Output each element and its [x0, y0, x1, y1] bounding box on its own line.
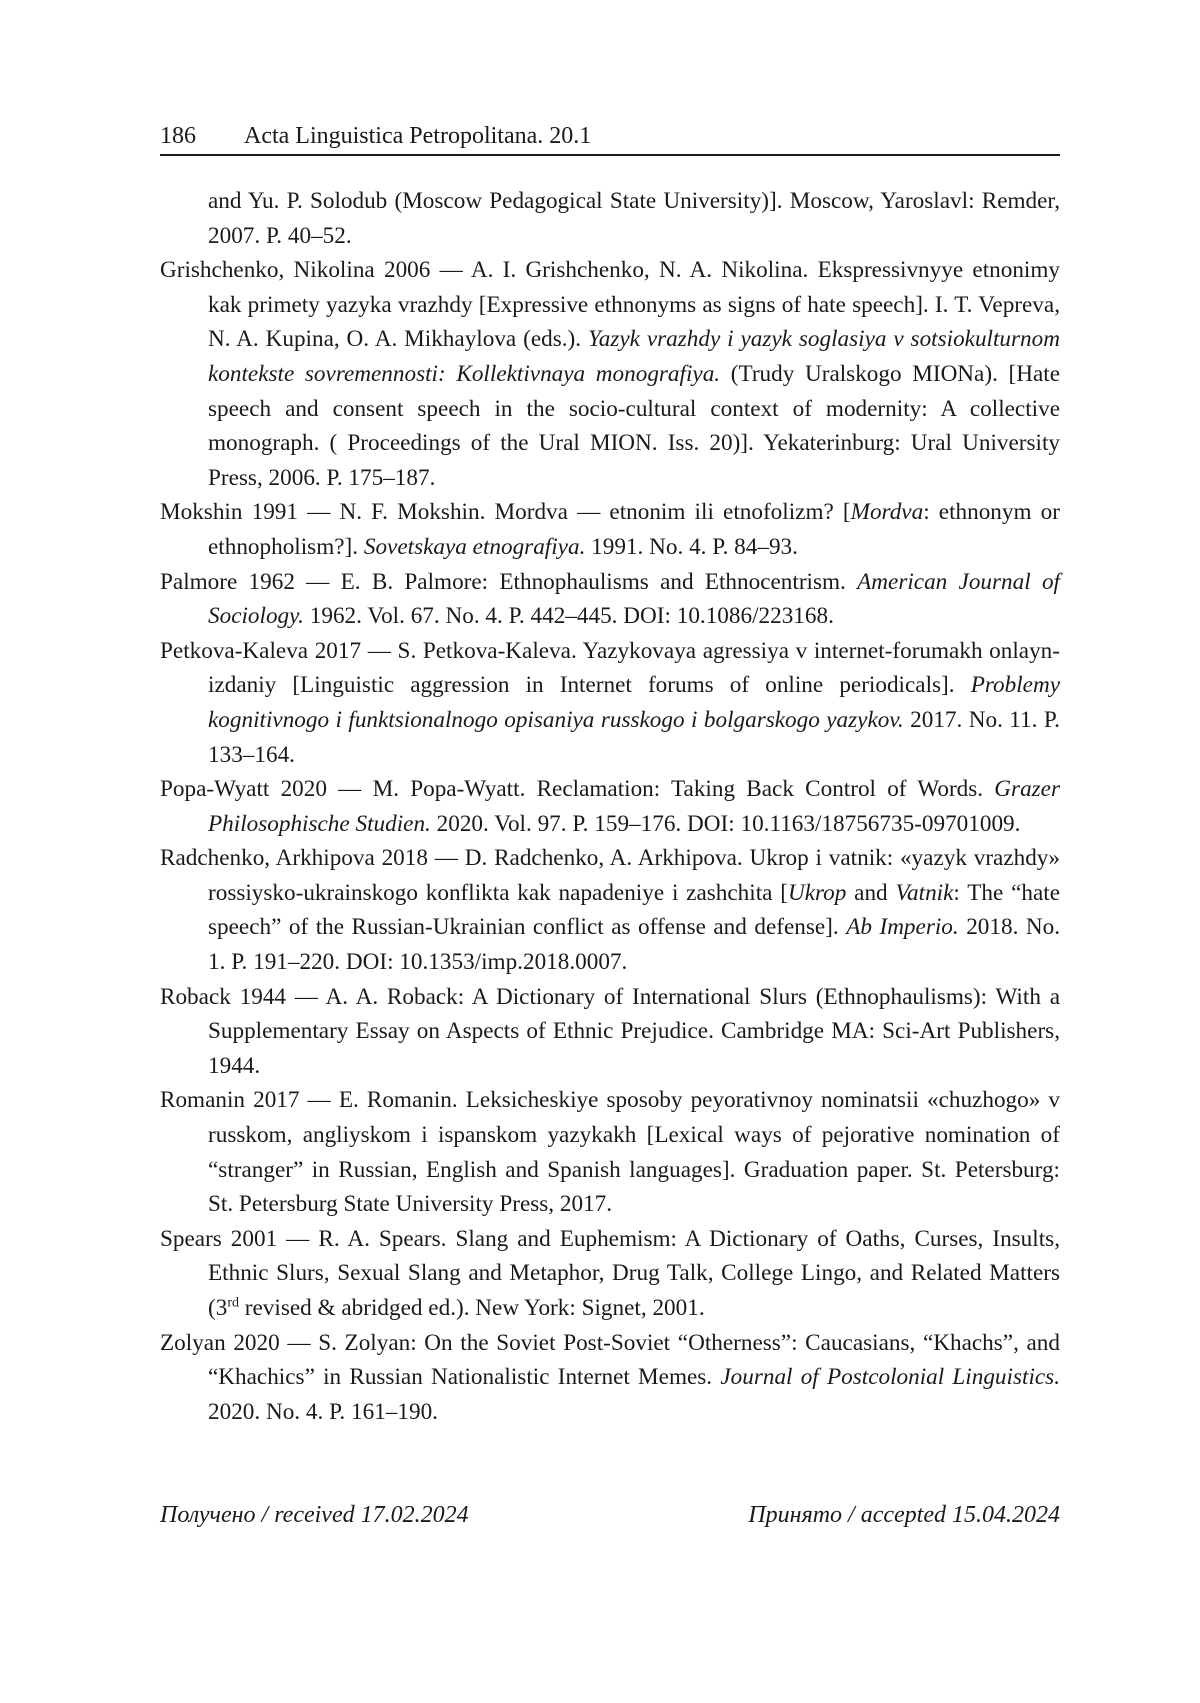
reference-entry-mokshin [160, 495, 1060, 564]
reference-text: : The “hate speech” of the Russian-Ukrainian conflict as offense and defense]. [208, 879, 1061, 941]
reference-text: Ab Imperio. [846, 914, 959, 941]
reference-text: Mordva [850, 499, 924, 526]
reference-text: Sovetskaya etnografiya. [363, 533, 586, 560]
reference-text: revised & abridged ed.). New York: Signet, 2001. [239, 1295, 705, 1321]
reference-text: Vatnik [895, 879, 954, 906]
reference-entry-radchenko [160, 841, 1060, 979]
reference-entry-popa-wyatt [160, 772, 1060, 841]
reference-text: Zolyan 2020 — S. Zolyan: On the Soviet Post-Soviet “Otherness”: Caucasians, “Khachs”, and “Khachics” in Russian Nationalistic Internet Memes. [160, 1329, 1060, 1391]
reference-text: Grazer Philosophische Studien. [208, 776, 1060, 837]
reference-text: Grishchenko, Nikolina 2006 — A. I. Grishchenko, N. A. Nikolina. Ekspressivnyye etnonimy kak primety yazyka vrazhdy [Expressive ethnonyms as signs of hate speech]. I. T. Vepreva, N. A. Kupina, O. A. Mikhaylova (eds.). [160, 257, 1060, 353]
reference-entry-continuation [160, 184, 1060, 253]
reference-text: Roback 1944 — A. A. Roback: A Dictionary of International Slurs (Ethnophaulisms): With a Supplementary Essay on Aspects of Ethnic Prejudice. Cambridge MA: Sci-Art Publishers, 1944. [160, 983, 1060, 1079]
reference-text: Radchenko, Arkhipova 2018 — D. Radchenko, A. Arkhipova. Ukrop i vatnik: «yazyk vrazhdy» rossiysko-ukrainskogo konflikta kak napadeniye i zashchita [ [160, 845, 1060, 906]
reference-entry-spears [160, 1222, 1060, 1326]
accepted-date: Принято / accepted 15.04.2024 [748, 1502, 1060, 1528]
reference-text: 1991. No. 4. P. 84–93. [585, 533, 798, 560]
reference-text: Spears 2001 — R. A. Spears. Slang and Euphemism: A Dictionary of Oaths, Curses, Insults, Ethnic Slurs, Sexual Slang and Metaphor, Drug Talk, College Lingo, and Related Matters (3 [160, 1225, 1060, 1321]
reference-text: rd [227, 1295, 239, 1311]
reference-text: 2017. No. 11. P. 133–164. [208, 706, 1060, 768]
reference-entry-romanin [160, 1083, 1060, 1221]
reference-text: Mokshin 1991 — N. F. Mokshin. Mordva — etnonim ili etnofolizm? [ [160, 499, 851, 526]
reference-text: Popa-Wyatt 2020 — M. Popa-Wyatt. Reclamation: Taking Back Control of Words. [160, 776, 995, 803]
page-number: 186 [160, 123, 196, 149]
reference-text: 1962. Vol. 67. No. 4. P. 442–445. DOI: 10.1086/223168. [303, 603, 834, 630]
reference-entry-grishchenko [160, 253, 1060, 495]
reference-list [160, 184, 1060, 1429]
reference-text: Romanin 2017 — E. Romanin. Leksicheskiye sposoby peyorativnoy nominatsii «chuzhogo» v russkom, angliyskom i ispanskom yazykakh [Lexical ways of pejorative nomination of “stranger” in Russian, English and Spanish languages]. Graduation paper. St. Petersburg: St. Petersburg State University Press, 2017. [160, 1087, 1060, 1218]
reference-entry-palmore [160, 565, 1060, 634]
reference-text: Yazyk vrazhdy i yazyk soglasiya v sotsiokulturnom kontekste sovremennosti: Kollektivnaya monografiya. [208, 326, 1060, 387]
reference-text: Problemy kognitivnogo i funktsionalnogo opisaniya russkogo i bolgarskogo yazykov. [208, 672, 1060, 733]
reference-text: Journal of Postcolonial Linguistics. [720, 1364, 1060, 1391]
reference-text: (Trudy Uralskogo MIONa). [Hate speech and consent speech in the socio-cultural context of modernity: A collective monograph. ( Proceedings of the Ural MION. Iss. 20)]. Yekaterinburg: Ural University Press, 2006. P. 175–187. [208, 360, 1061, 491]
reference-text: 2020. Vol. 97. P. 159–176. DOI: 10.1163/18756735-09701009. [430, 810, 1021, 837]
reference-text: 2020. No. 4. P. 161–190. [208, 1398, 438, 1425]
reference-entry-roback [160, 980, 1060, 1084]
journal-title: Acta Linguistica Petropolitana. 20.1 [244, 123, 592, 149]
reference-entry-petkova-kaleva [160, 634, 1060, 772]
reference-text: Petkova-Kaleva 2017 — S. Petkova-Kaleva. Yazykovaya agressiya v internet-forumakh onlayn-izdaniy [Linguistic aggression in Internet forums of online periodicals]. [160, 637, 1060, 699]
running-header [160, 118, 1060, 156]
reference-text: Palmore 1962 — E. B. Palmore: Ethnophaulisms and Ethnocentrism. [160, 568, 858, 595]
reference-text: and Yu. P. Solodub (Moscow Pedagogical State University)]. Moscow, Yaroslavl: Remder, 2007. P. 40–52. [208, 188, 1060, 249]
reference-entry-zolyan [160, 1326, 1060, 1430]
reference-text: 2018. No. 1. P. 191–220. DOI: 10.1353/imp.2018.0007. [208, 914, 1061, 976]
reference-text: American Journal of Sociology. [208, 568, 1060, 630]
reference-text: : ethnonym or ethnopholism?]. [208, 499, 1060, 560]
reference-text: Ukrop [787, 879, 847, 906]
received-date: Получено / received 17.02.2024 [160, 1502, 469, 1528]
reference-text: and [846, 879, 896, 906]
